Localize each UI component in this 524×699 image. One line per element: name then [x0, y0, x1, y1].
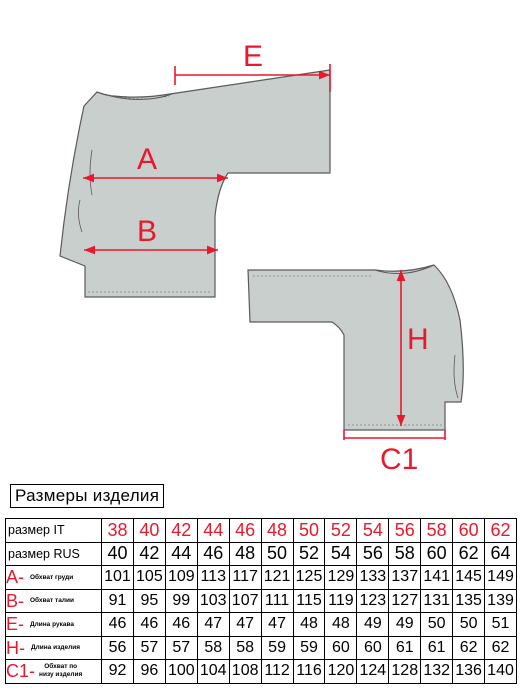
value-cell: 95 [133, 589, 165, 613]
value-cell: 50 [421, 613, 453, 637]
value-cell: 51 [485, 613, 517, 637]
value-cell: 46 [102, 613, 134, 637]
label-c1: C1 [380, 443, 419, 476]
value-cell: 103 [197, 589, 229, 613]
measure-desc: Обхват талии [30, 597, 74, 605]
size-rus-cell: 62 [453, 542, 485, 566]
measure-letter: E- [6, 614, 24, 635]
row-measure-b [6, 589, 517, 613]
value-cell: 99 [165, 589, 197, 613]
size-it-cell: 56 [389, 519, 421, 543]
value-cell: 116 [293, 660, 325, 684]
value-cell: 109 [165, 566, 197, 590]
value-cell: 48 [325, 613, 357, 637]
measure-letter: B- [6, 590, 24, 611]
size-rus-cell: 64 [485, 542, 517, 566]
value-cell: 92 [102, 660, 134, 684]
measure-desc-line2: низу изделия [39, 671, 83, 679]
value-cell: 59 [261, 636, 293, 660]
label-a: A [137, 143, 158, 176]
size-rus-cell: 60 [421, 542, 453, 566]
value-cell: 127 [389, 589, 421, 613]
measure-desc: Обхват груди [30, 573, 74, 581]
value-cell: 49 [389, 613, 421, 637]
value-cell: 57 [165, 636, 197, 660]
value-cell: 57 [133, 636, 165, 660]
value-cell: 56 [102, 636, 134, 660]
value-cell: 119 [325, 589, 357, 613]
size-rus-cell: 46 [197, 542, 229, 566]
size-it-cell: 60 [453, 519, 485, 543]
value-cell: 62 [453, 636, 485, 660]
value-cell: 120 [325, 660, 357, 684]
value-cell: 129 [325, 566, 357, 590]
value-cell: 123 [357, 589, 389, 613]
value-cell: 128 [389, 660, 421, 684]
value-cell: 149 [485, 566, 517, 590]
label-b: B [137, 215, 158, 248]
size-it-cell: 54 [357, 519, 389, 543]
row-measure-c1 [6, 660, 517, 684]
value-cell: 50 [453, 613, 485, 637]
size-it-cell: 48 [261, 519, 293, 543]
row-label-h [6, 636, 102, 660]
measure-letter: A- [6, 567, 24, 588]
value-cell: 111 [261, 589, 293, 613]
back-garment-shape [248, 265, 463, 430]
value-cell: 48 [293, 613, 325, 637]
value-cell: 60 [325, 636, 357, 660]
value-cell: 131 [421, 589, 453, 613]
value-cell: 61 [389, 636, 421, 660]
value-cell: 58 [229, 636, 261, 660]
value-cell: 47 [229, 613, 261, 637]
size-rus-cell: 54 [325, 542, 357, 566]
value-cell: 46 [133, 613, 165, 637]
value-cell: 136 [453, 660, 485, 684]
size-it-cell: 42 [165, 519, 197, 543]
front-garment-shape [60, 70, 330, 297]
measure-desc-line1: Обхват по [44, 663, 78, 671]
front-view [60, 40, 330, 297]
value-cell: 62 [485, 636, 517, 660]
size-it-cell: 40 [133, 519, 165, 543]
row-label-it: размер IT [6, 519, 102, 543]
value-cell: 60 [357, 636, 389, 660]
value-cell: 46 [165, 613, 197, 637]
size-table-title: Размеры изделия [10, 484, 164, 508]
value-cell: 140 [485, 660, 517, 684]
size-it-cell: 44 [197, 519, 229, 543]
size-table [5, 518, 517, 684]
value-cell: 121 [261, 566, 293, 590]
value-cell: 141 [421, 566, 453, 590]
value-cell: 115 [293, 589, 325, 613]
value-cell: 145 [453, 566, 485, 590]
value-cell: 135 [453, 589, 485, 613]
row-label-c1 [6, 660, 102, 684]
value-cell: 96 [133, 660, 165, 684]
value-cell: 112 [261, 660, 293, 684]
row-label-rus: размер RUS [6, 542, 102, 566]
row-measure-e [6, 613, 517, 637]
size-it-cell: 50 [293, 519, 325, 543]
value-cell: 108 [229, 660, 261, 684]
value-cell: 59 [293, 636, 325, 660]
size-rus-cell: 50 [261, 542, 293, 566]
row-measure-h [6, 636, 517, 660]
size-rus-cell: 40 [102, 542, 134, 566]
value-cell: 117 [229, 566, 261, 590]
size-rus-cell: 48 [229, 542, 261, 566]
size-it-cell: 38 [102, 519, 134, 543]
size-rus-cell: 56 [357, 542, 389, 566]
size-it-cell: 62 [485, 519, 517, 543]
row-measure-a [6, 566, 517, 590]
value-cell: 58 [197, 636, 229, 660]
value-cell: 47 [197, 613, 229, 637]
label-h: H [407, 323, 429, 356]
value-cell: 124 [357, 660, 389, 684]
measure-letter: C1- [6, 661, 36, 682]
measure-desc: Длина изделия [31, 644, 80, 652]
value-cell: 113 [197, 566, 229, 590]
value-cell: 125 [293, 566, 325, 590]
row-size-rus [6, 542, 517, 566]
label-e: E [243, 40, 264, 73]
value-cell: 137 [389, 566, 421, 590]
measure-desc [35, 663, 82, 679]
size-rus-cell: 42 [133, 542, 165, 566]
value-cell: 49 [357, 613, 389, 637]
measure-letter: H- [6, 637, 25, 658]
value-cell: 107 [229, 589, 261, 613]
size-it-cell: 52 [325, 519, 357, 543]
value-cell: 91 [102, 589, 134, 613]
size-rus-cell: 58 [389, 542, 421, 566]
value-cell: 100 [165, 660, 197, 684]
value-cell: 139 [485, 589, 517, 613]
value-cell: 47 [261, 613, 293, 637]
size-rus-cell: 52 [293, 542, 325, 566]
row-label-a [6, 566, 102, 590]
value-cell: 104 [197, 660, 229, 684]
size-it-cell: 46 [229, 519, 261, 543]
back-view [248, 265, 463, 476]
value-cell: 101 [102, 566, 134, 590]
value-cell: 133 [357, 566, 389, 590]
value-cell: 105 [133, 566, 165, 590]
row-size-it [6, 519, 517, 543]
measure-desc: Длина рукава [30, 620, 74, 628]
row-label-b [6, 589, 102, 613]
value-cell: 132 [421, 660, 453, 684]
size-rus-cell: 44 [165, 542, 197, 566]
size-it-cell: 58 [421, 519, 453, 543]
value-cell: 61 [421, 636, 453, 660]
row-label-e [6, 613, 102, 637]
